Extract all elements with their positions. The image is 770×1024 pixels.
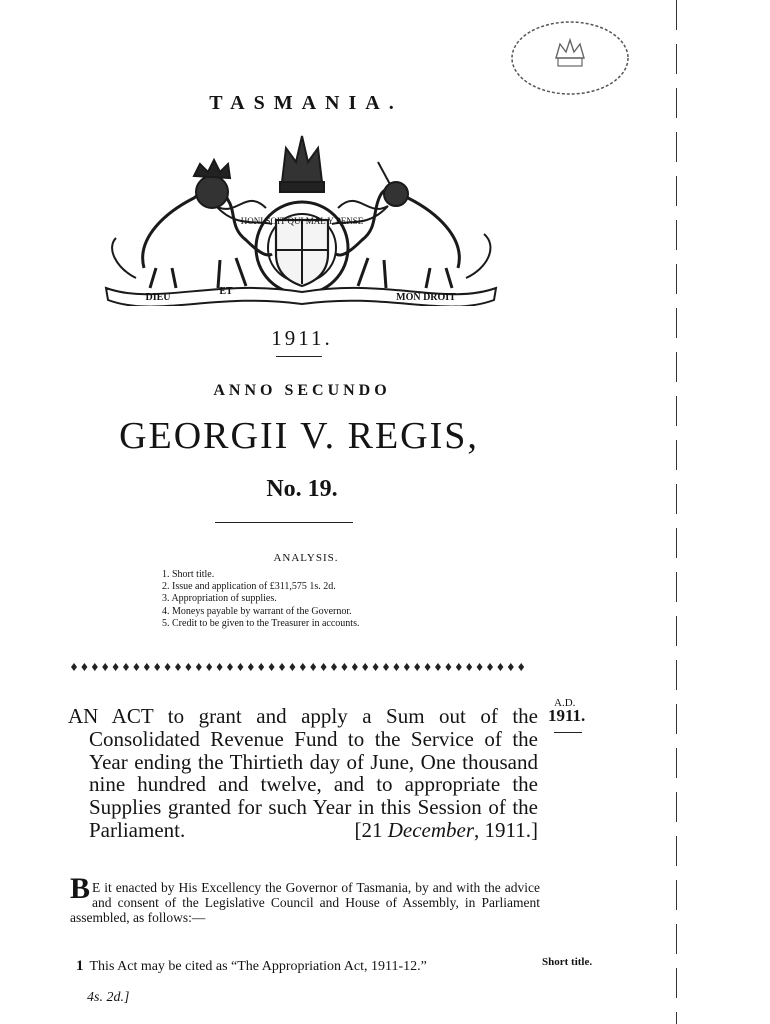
ornament-glyph — [456, 663, 462, 671]
ornament-glyph — [425, 663, 431, 671]
state-name: TASMANIA. — [209, 92, 403, 114]
ornament-glyph — [81, 663, 87, 671]
ornament-glyph — [123, 663, 129, 671]
ornament-glyph — [237, 663, 243, 671]
act-long-title — [68, 705, 538, 842]
enacting-clause — [70, 872, 540, 925]
act-first-words: AN ACT — [68, 704, 154, 728]
section-1 — [76, 958, 427, 975]
margin-ad: A.D. — [554, 697, 576, 709]
ornament-glyph — [185, 663, 191, 671]
ornament-glyph — [71, 663, 77, 671]
ornament-glyph — [165, 663, 171, 671]
margin-note-short-title: Short title. — [542, 956, 593, 968]
ornament-glyph — [321, 663, 327, 671]
ornament-glyph — [352, 663, 358, 671]
act-number: No. 19. — [266, 476, 338, 502]
ornament-glyph — [477, 663, 483, 671]
ornament-glyph — [300, 663, 306, 671]
analysis-item: 2. Issue and application of £311,575 1s. 2d. — [162, 581, 336, 593]
margin-ad-year: 1911. — [548, 706, 586, 725]
ornament-glyph — [113, 663, 119, 671]
ornament-glyph — [404, 663, 410, 671]
section-number: 1 — [76, 958, 84, 974]
ornament-glyph — [466, 663, 472, 671]
garter-motto: HONI SOIT QUI MAL Y PENSE — [240, 216, 364, 226]
ornament-glyph — [331, 663, 337, 671]
rule-divider — [215, 522, 353, 523]
ornament-glyph — [175, 663, 181, 671]
analysis-item: 3. Appropriation of supplies. — [162, 593, 277, 605]
ornament-glyph — [144, 663, 150, 671]
ornament-glyph — [310, 663, 316, 671]
analysis-list — [162, 569, 359, 630]
rule-divider — [276, 356, 322, 357]
ornament-glyph — [362, 663, 368, 671]
ornament-glyph — [393, 663, 399, 671]
drop-cap: B — [70, 872, 91, 905]
ornament-glyph — [133, 663, 139, 671]
analysis-heading: ANALYSIS. — [273, 552, 339, 564]
motto-left: DIEU — [145, 292, 171, 303]
ornament-glyph — [196, 663, 202, 671]
ornament-glyph — [217, 663, 223, 671]
ornament-glyph — [435, 663, 441, 671]
ornament-glyph — [445, 663, 451, 671]
ornament-glyph — [227, 663, 233, 671]
ornament-glyph — [206, 663, 212, 671]
ornament-glyph — [383, 663, 389, 671]
library-stamp — [508, 18, 632, 98]
section-text: This Act may be cited as “The Appropriation Act, 1911-12.” — [89, 959, 427, 974]
ornament-glyph — [341, 663, 347, 671]
ornament-glyph — [258, 663, 264, 671]
ornament-glyph — [102, 663, 108, 671]
ornament-glyph — [154, 663, 160, 671]
ornament-glyph — [92, 663, 98, 671]
page-edge-line — [676, 0, 677, 1024]
ornament-glyph — [508, 663, 514, 671]
rule-divider — [554, 732, 582, 733]
ornament-glyph — [487, 663, 493, 671]
anno-heading: ANNO SECUNDO — [213, 382, 391, 399]
analysis-item: 1. Short title. — [162, 569, 215, 580]
ornament-glyph — [269, 663, 275, 671]
royal-coat-of-arms — [96, 128, 506, 306]
ornament-glyph — [279, 663, 285, 671]
enacting-text: E it enacted by His Excellency the Governor of Tasmania, by and with the advice and consent of the Legislative Council and House of Assembly, in Parliament assembled, as follows:— — [70, 880, 540, 925]
ornament-glyph — [414, 663, 420, 671]
price-footer: 4s. 2d.] — [87, 990, 130, 1005]
regis-heading: GEORGII V. REGIS, — [119, 415, 479, 457]
ornament-glyph — [518, 663, 524, 671]
ornament-glyph — [248, 663, 254, 671]
ornament-glyph — [289, 663, 295, 671]
ornamental-divider — [68, 660, 530, 674]
year-heading: 1911. — [271, 326, 333, 350]
analysis-item: 5. Credit to be given to the Treasurer in accounts. — [162, 617, 360, 629]
motto-right: MON DROIT — [396, 292, 456, 303]
act-date: [21 December, 1911.] — [354, 817, 538, 842]
motto-mid: ET — [219, 286, 233, 297]
ornament-glyph — [497, 663, 503, 671]
act-title-text: to grant and apply a Sum out of the Consolidated Revenue Fund to the Service of the Year ending the Thirtieth day of June, One thousand nine hundred and twelve, and to appropriate the Supplies granted for such Year in this Session of the Parliament. — [89, 704, 539, 842]
analysis-item: 4. Moneys payable by warrant of the Governor. — [162, 605, 352, 617]
ornament-glyph — [373, 663, 379, 671]
